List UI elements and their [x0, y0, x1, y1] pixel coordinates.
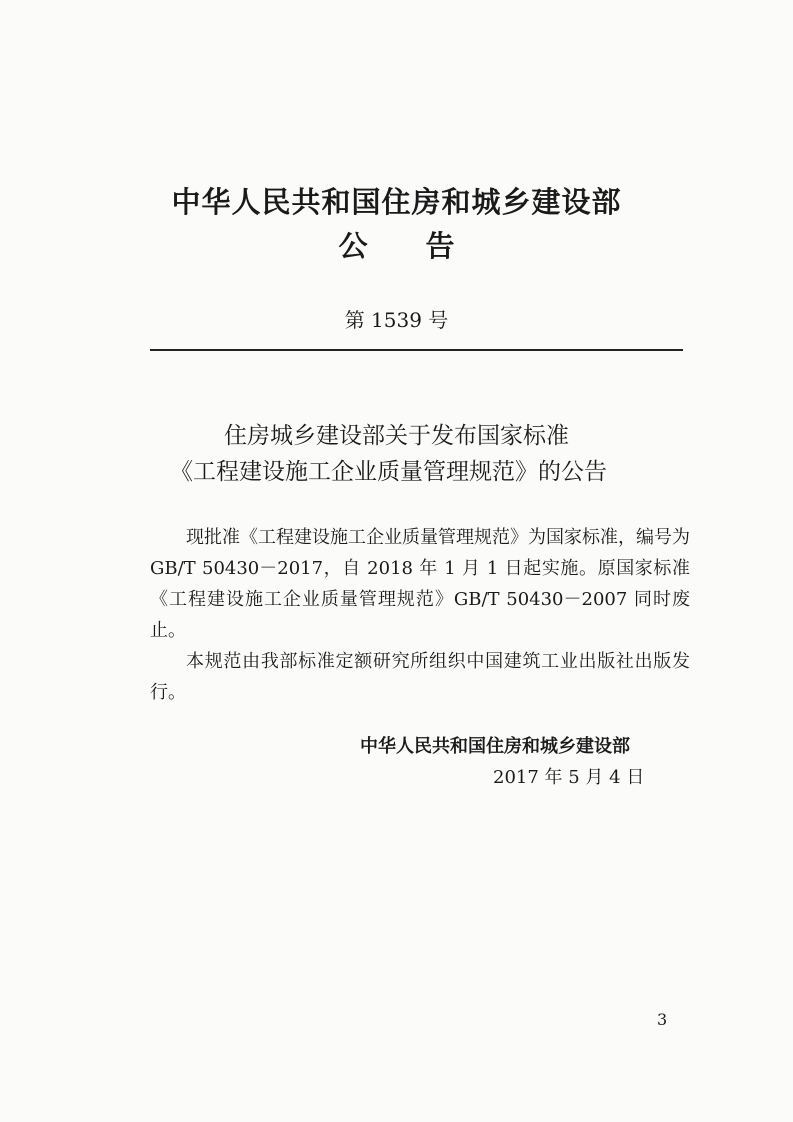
notice-title-line-1: 住房城乡建设部关于发布国家标准 [224, 423, 569, 449]
body-paragraph-1: 现批准《工程建设施工企业质量管理规范》为国家标准，编号为 GB/T 50430－2017，自 2018 年 1 月 1 日起实施。原国家标准《工程建设施工企业质量管理规范》GB/T 50430－2007 同时废止。 [150, 527, 690, 641]
notice-heading: 公 告 [338, 229, 455, 263]
page-number: 3 [657, 1010, 668, 1029]
notice-title-line-2: 《工程建设施工企业质量管理规范》的公告 [170, 459, 607, 485]
ministry-heading: 中华人民共和国住房和城乡建设部 [171, 185, 622, 219]
body-paragraph-2: 本规范由我部标准定额研究所组织中国建筑工业出版社出版发行。 [150, 651, 690, 703]
document-number: 第 1539 号 [344, 308, 449, 332]
issuer-signature: 中华人民共和国住房和城乡建设部 [360, 736, 630, 757]
issue-date: 2017 年 5 月 4 日 [493, 767, 645, 788]
header-divider [150, 349, 683, 351]
notice-body [150, 522, 690, 708]
